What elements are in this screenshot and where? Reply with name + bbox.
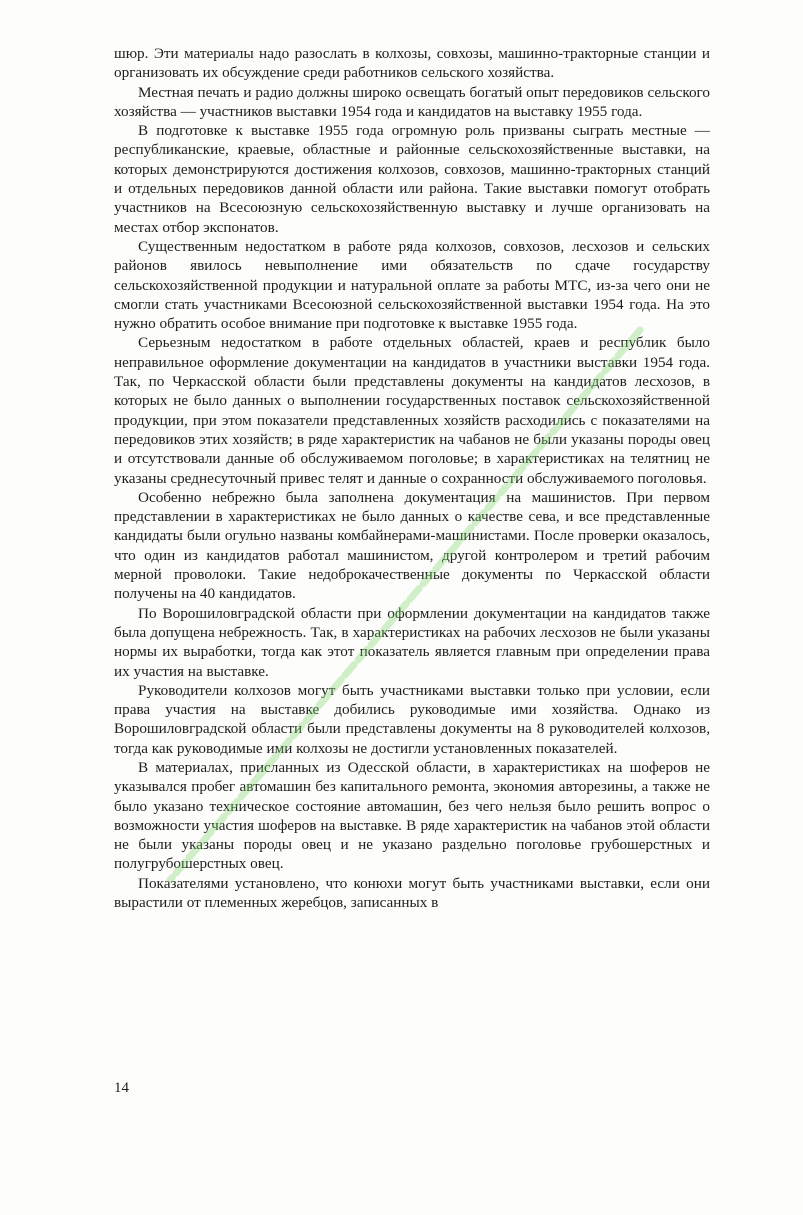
- paragraph: По Ворошиловградской области при оформлении документации на кандидатов также была допущена небрежность. Так, в характеристиках на рабочих лесхозов не были указаны нормы их выработки, тогда как этот показатель является главным при определении права их участия на выставке.: [114, 604, 710, 680]
- paragraph: Показателями установлено, что конюхи могут быть участниками выставки, если они вырастили от племенных жеребцов, записанных в: [114, 874, 710, 912]
- paragraph: Руководители колхозов могут быть участниками выставки только при условии, если права участия на выставке добились руководимые ими хозяйства. Однако из Ворошиловградской области были представлены документы на 8 руководителей колхозов, тогда как руководимые ими колхозы не достигли установленных показателей.: [114, 681, 710, 757]
- paragraph: Особенно небрежно была заполнена документация на машинистов. При первом представлении в характеристиках не было данных о качестве сева, и все представленные кандидаты были огульно названы комбайнерами-машинистами. После проверки оказалось, что один из кандидатов работал машинистом, другой контролером и третий рабочим мерной проволоки. Такие недоброкачественные документы по Черкасской области получены на 40 кандидатов.: [114, 488, 710, 603]
- paragraph: Существенным недостатком в работе ряда колхозов, совхозов, лесхозов и сельских районов явилось невыполнение ими обязательств по сдаче государству сельскохозяйственной продукции и натуральной оплате за работы МТС, из-за чего они не смогли стать участниками Всесоюзной сельскохозяйственной выставки 1954 года. На это нужно обратить особое внимание при подготовке к выставке 1955 года.: [114, 237, 710, 333]
- page-number: 14: [114, 1080, 129, 1096]
- paragraph: Местная печать и радио должны широко освещать богатый опыт передовиков сельского хозяйства — участников выставки 1954 года и кандидатов на выставку 1955 года.: [114, 83, 710, 120]
- paragraph: В материалах, присланных из Одесской области, в характеристиках на шоферов не указывался пробег автомашин без капитального ремонта, экономия авторезины, а также не было указано техническое состояние автомашин, без чего нельзя было решить вопрос о возможности участия шоферов на выставке. В ряде характеристик на чабанов этой области не были указаны породы овец и не указано раздельно поголовье грубошерстных и полугрубошерстных овец.: [114, 758, 710, 873]
- body-text: [114, 44, 710, 912]
- paragraph: Серьезным недостатком в работе отдельных областей, краев и республик было неправильное оформление документации на кандидатов в участники выставки 1954 года. Так, по Черкасской области были представлены документы на кандидатов лесхозов, в которых не было данных о выполнении государственных поставок сельскохозяйственной продукции, при этом показатели представленных хозяйств расходились с показателями на передовиков этих хозяйств; в ряде характеристик на чабанов не были указаны породы овец и отсутствовали данные об обслуживаемом поголовье; в характеристиках на телятниц не указаны среднесуточный привес телят и данные о сохранности обслуживаемого поголовья.: [114, 334, 710, 487]
- paragraph: В подготовке к выставке 1955 года огромную роль призваны сыграть местные — республиканские, краевые, областные и районные сельскохозяйственные выставки, на которых демонстрируются достижения колхозов, совхозов, машинно-тракторных станций и отдельных передовиков данной области или района. Такие выставки помогут отобрать участников на Всесоюзную сельскохозяйственную выставку и лучше организовать на местах отбор экспонатов.: [114, 122, 710, 236]
- paragraph: шюр. Эти материалы надо разослать в колхозы, совхозы, машинно-тракторные станции и организовать их обсуждение среди работников сельского хозяйства.: [114, 45, 710, 82]
